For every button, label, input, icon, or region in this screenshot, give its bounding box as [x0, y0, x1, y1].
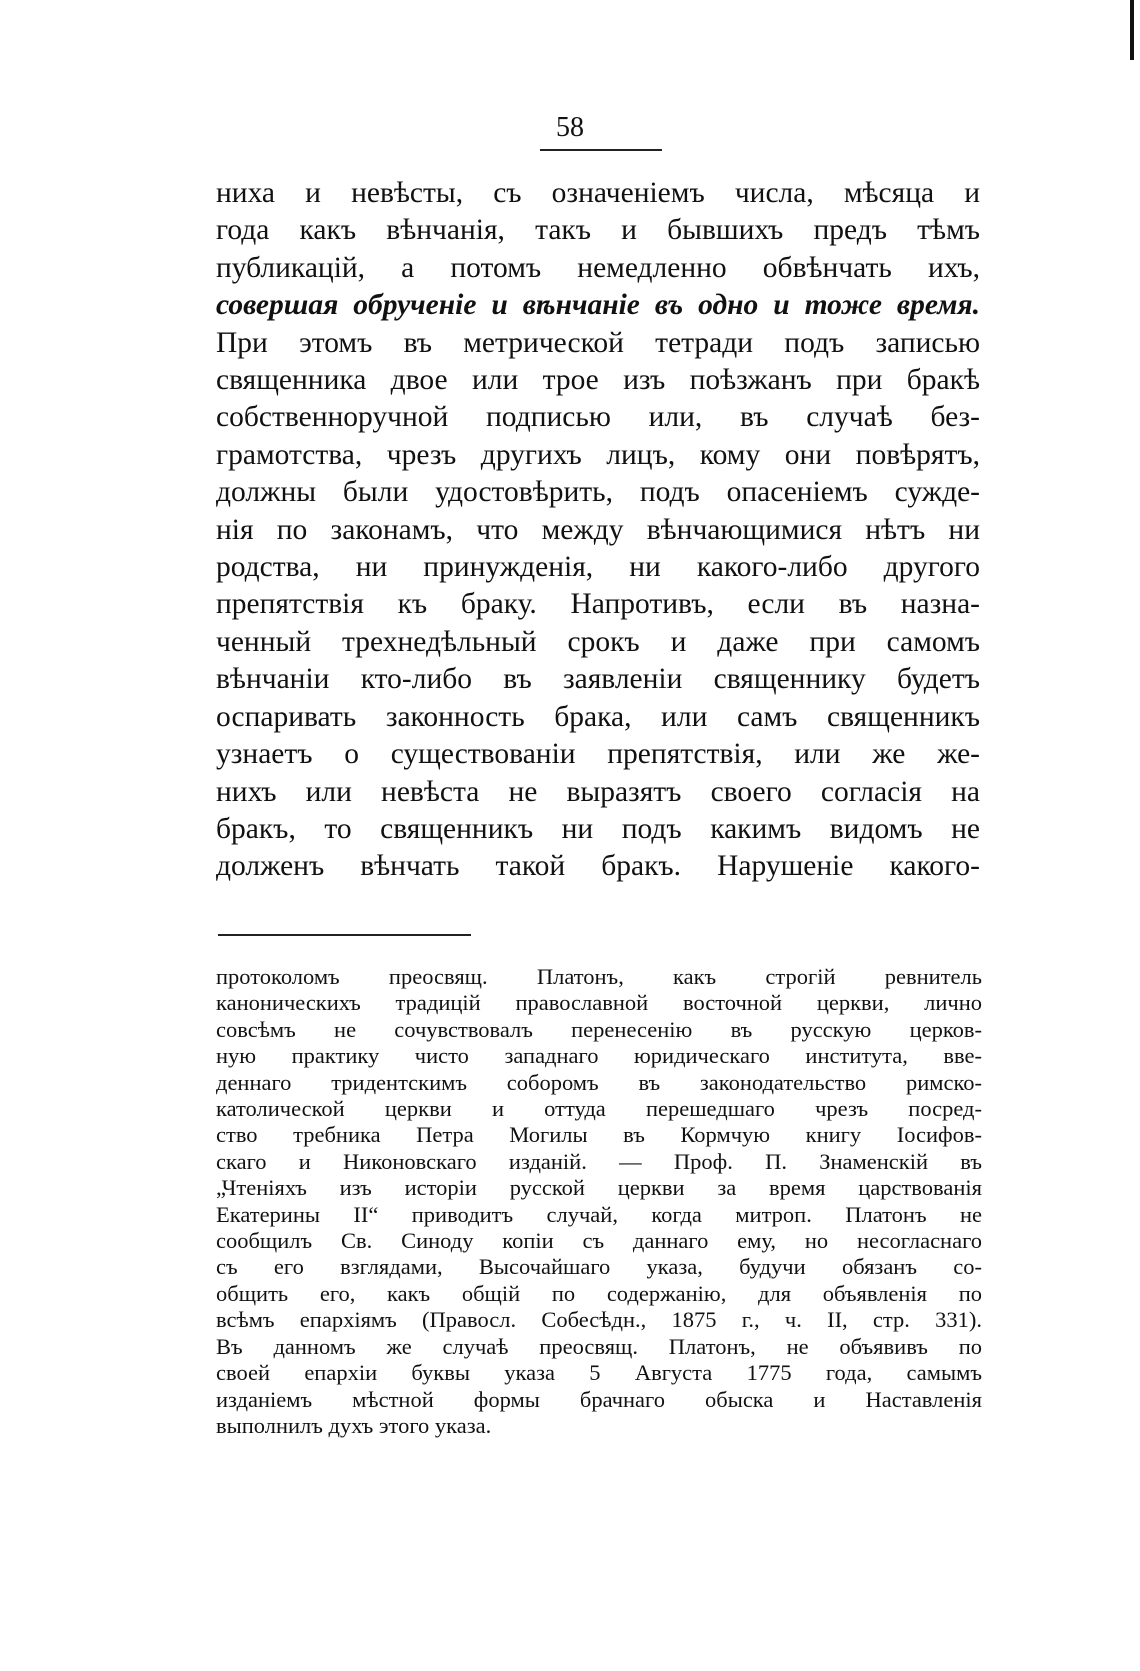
footnote-line: ство требника Петра Могилы въ Кормчую книгу Іосифов-	[216, 1122, 982, 1148]
main-text-line: года какъ вѣнчанія, такъ и бывшихъ предъ тѣмъ	[216, 214, 980, 247]
footnote-line: Въ данномъ же случаѣ преосвящ. Платонъ, не объявивъ по	[216, 1333, 982, 1359]
footnote-line: своей епархіи буквы указа 5 Августа 1775 года, самымъ	[216, 1360, 982, 1386]
main-text-line: публикацій, а потомъ немедленно обвѣнчать ихъ,	[216, 251, 980, 284]
footnote-line: протоколомъ преосвящ. Платонъ, какъ строгій ревнитель	[216, 964, 982, 989]
footnote-line: изданіемъ мѣстной формы брачнаго обыска и Наставленія	[216, 1386, 982, 1412]
page-number: 58	[556, 112, 584, 143]
main-text-line: препятствія къ браку. Напротивъ, если въ назна-	[216, 588, 980, 621]
main-text-line: родства, ни принужденія, ни какого-либо другого	[216, 551, 980, 584]
main-text-line: оспаривать законность брака, или самъ священникъ	[216, 700, 980, 733]
page-edge-mark	[1130, 0, 1134, 60]
footnote-line: католической церкви и оттуда перешедшаго чрезъ посред-	[216, 1096, 982, 1122]
main-text-line: узнаетъ о существованіи препятствія, или же же-	[216, 738, 980, 771]
footnote-line: общить его, какъ общій по содержанію, для объявленія по	[216, 1280, 982, 1306]
main-text-line: При этомъ въ метрической тетради подъ записью	[216, 326, 980, 359]
main-text-line: ченный трехнедѣльный срокъ и даже при самомъ	[216, 625, 980, 658]
footnote	[216, 964, 982, 1439]
footnote-separator	[218, 934, 471, 936]
main-text-italic-line: совершая обрученіе и вѣнчаніе въ одно и тоже время.	[216, 289, 980, 322]
footnote-line: совсѣмъ не сочувствовалъ перенесенію въ русскую церков-	[216, 1016, 982, 1042]
footnote-line: всѣмъ епархіямъ (Правосл. Собесѣдн., 1875 г., ч. II, стр. 331).	[216, 1307, 982, 1333]
page-number-rule	[540, 149, 662, 151]
main-text-line: ниха и невѣсты, съ означеніемъ числа, мѣсяца и	[216, 177, 980, 209]
footnote-line: каноническихъ традицій православной восточной церкви, лично	[216, 990, 982, 1016]
footnote-line: сообщилъ Св. Синоду копіи съ даннаго ему, но несогласнаго	[216, 1228, 982, 1254]
main-text-line: бракъ, то священникъ ни подъ какимъ видомъ не	[216, 812, 980, 845]
main-text-line: долженъ вѣнчать такой бракъ. Нарушеніе какого-	[216, 850, 980, 883]
main-text-line: должны были удостовѣрить, подъ опасеніемъ сужде-	[216, 476, 980, 509]
main-text-line: вѣнчаніи кто-либо въ заявленіи священнику будетъ	[216, 663, 980, 696]
footnote-line: деннаго тридентскимъ соборомъ въ законодательство римско-	[216, 1069, 982, 1095]
main-text-line: собственноручной подписью или, въ случаѣ без-	[216, 401, 980, 434]
main-text	[216, 175, 980, 886]
main-text-line: священника двое или трое изъ поѣзжанъ при бракѣ	[216, 364, 980, 397]
main-text-line: нихъ или невѣста не выразятъ своего согласія на	[216, 775, 980, 808]
main-text-line: грамотства, чрезъ другихъ лицъ, кому они повѣрятъ,	[216, 438, 980, 471]
footnote-line: ную практику чисто западнаго юридическаго института, вве-	[216, 1043, 982, 1069]
footnote-line: скаго и Никоновскаго изданій. — Проф. П. Знаменскій въ	[216, 1148, 982, 1174]
footnote-line: „Чтеніяхъ изъ исторіи русской церкви за время царствованія	[216, 1175, 982, 1201]
main-text-line: нія по законамъ, что между вѣнчающимися нѣтъ ни	[216, 513, 980, 546]
footnote-line: Екатерины II“ приводитъ случай, когда митроп. Платонъ не	[216, 1201, 982, 1227]
footnote-line: выполнилъ духъ этого указа.	[216, 1412, 492, 1438]
footnote-line: съ его взглядами, Высочайшаго указа, будучи обязанъ со-	[216, 1254, 982, 1280]
